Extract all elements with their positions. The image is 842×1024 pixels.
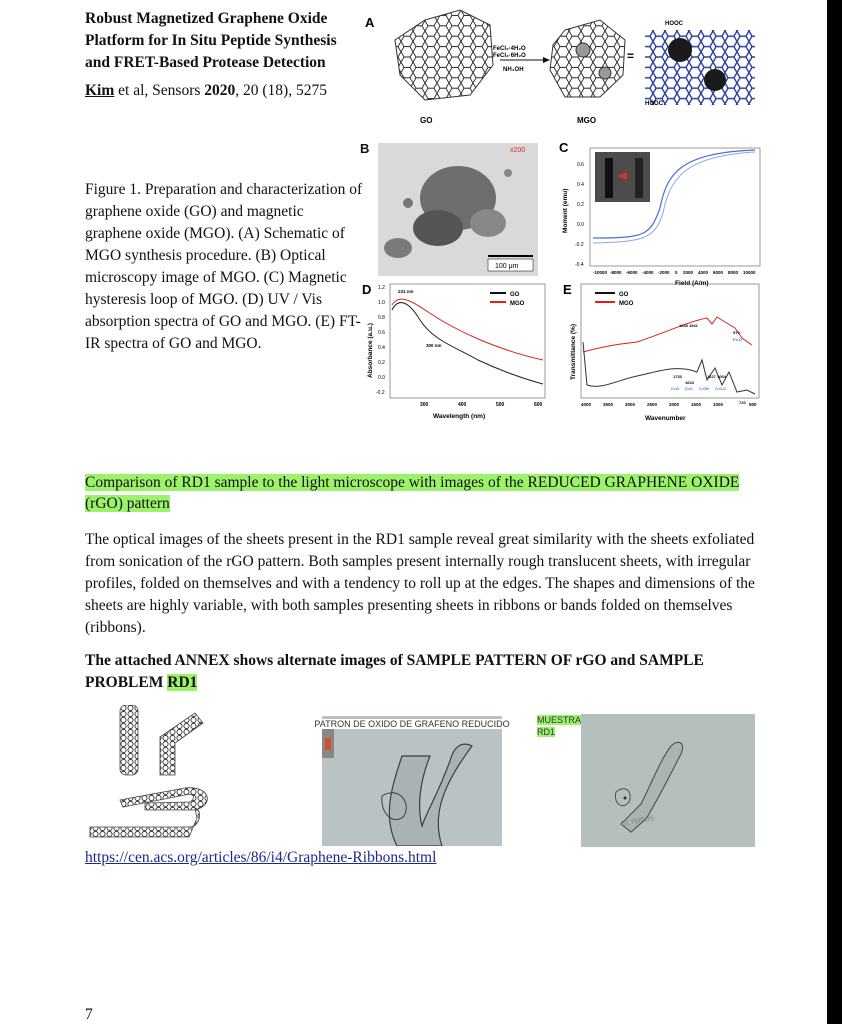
bond-coc: C-O-C <box>715 387 726 391</box>
graphene-ribbons-illustration <box>85 705 300 845</box>
d-xtick: 500 <box>496 402 505 408</box>
ribbon-folded <box>90 808 200 837</box>
citation-author: Kim <box>85 82 115 99</box>
panel-d-xlabel: Wavelength (nm) <box>433 413 486 420</box>
e-legend-mgo: MGO <box>619 301 634 307</box>
annot-231: 231 nm <box>398 289 414 294</box>
peak-1227: 1227 1064 <box>707 374 726 379</box>
d-legend-mgo: MGO <box>510 301 525 307</box>
e-xtick: 2000 <box>669 402 680 407</box>
peak-1624: 1624 <box>685 380 694 385</box>
mgo-sheet <box>550 20 625 97</box>
c-xtick: -6000 <box>626 270 638 275</box>
ribbon-straight <box>120 705 138 775</box>
reference-title: Robust Magnetized Graphene Oxide Platform for In Situ Peptide Synthesis and FRET-Based Protease Detection <box>85 10 337 71</box>
peak-1733: 1733 <box>673 374 682 379</box>
go-uv-curve <box>392 303 543 384</box>
c-xtick: -10000 <box>593 270 608 275</box>
c-xtick: -4000 <box>642 270 654 275</box>
citation <box>85 82 327 100</box>
panel-d-uvvis <box>358 280 553 425</box>
bond-cc: C=C <box>685 387 693 391</box>
label-go: GO <box>420 116 433 125</box>
panel-e-ylabel: Transmittance (%) <box>570 324 577 380</box>
reagent-2: FeCl₃·6H₂O <box>493 53 526 59</box>
peak-1643: 1643 1541 <box>679 323 698 328</box>
d-legend-go: GO <box>510 292 520 298</box>
panel-b-micrograph <box>378 143 538 276</box>
zoom-label: x200 <box>510 147 526 154</box>
reagent-1: FeCl₂·4H₂O <box>493 46 526 52</box>
peak-570: 570 <box>733 330 740 335</box>
d-ytick: 0.6 <box>378 330 385 336</box>
panel-c-letter: C <box>559 140 569 155</box>
mgo-ir-curve <box>583 317 752 352</box>
rgo-ribbon-shape <box>322 716 502 846</box>
bond-coh: C-OH <box>699 387 709 391</box>
d-ytick: -0.2 <box>376 390 385 396</box>
c-ytick: 0.2 <box>577 202 584 208</box>
ribbon-curled <box>120 788 207 810</box>
e-legend-go: GO <box>619 292 629 298</box>
mgo-zoom-sheet <box>645 30 755 105</box>
d-ytick: 0.8 <box>378 315 385 321</box>
c-xtick: -2000 <box>658 270 670 275</box>
d-xtick: 400 <box>458 402 467 408</box>
citation-journal: , Sensors <box>144 82 205 99</box>
c-xtick: 6000 <box>713 270 724 275</box>
page-number: 7 <box>85 1006 93 1023</box>
rd1-ribbon-shape <box>581 714 755 847</box>
c-ytick: -0.2 <box>575 242 584 248</box>
panel-c-xlabel: Field (A/m) <box>675 280 709 287</box>
hooc-1: HOOC <box>665 21 683 27</box>
panel-e-xlabel: Wavenumber <box>645 415 686 422</box>
scale-bar-label: 100 μm <box>495 263 519 270</box>
go-sheet <box>395 10 493 100</box>
panel-a-schematic <box>365 5 760 130</box>
annex-highlight: RD1 <box>167 674 198 691</box>
c-ytick: 0.0 <box>577 222 584 228</box>
annex-statement <box>85 650 765 694</box>
sample-label-2: RD1 <box>537 727 556 737</box>
annot-300: 300 nm <box>426 343 442 348</box>
c-ytick: 0.4 <box>577 182 584 188</box>
d-ytick: 1.0 <box>378 300 385 306</box>
c-ytick: 0.6 <box>577 162 584 168</box>
c-xtick: -8000 <box>610 270 622 275</box>
c-xtick: 8000 <box>728 270 739 275</box>
e-xtick: 500 <box>749 402 757 407</box>
panel-e-ftir <box>557 280 765 425</box>
c-xtick: 4000 <box>698 270 709 275</box>
figure-caption: Figure 1. Preparation and characterization of graphene oxide (GO) and magnetic graphene oxide (MGO). (A) Schematic of MGO synthesis procedure. (B) Optical microscopy image of MGO. (C) Magnetic hysteresis loop of MGO. (D) UV / Vis absorption spectra of GO and MGO. (E) FT- IR spectra of GO and MGO. <box>85 181 363 352</box>
section-heading-text: Comparison of RD1 sample to the light microscope with images of the REDUCED GRAPHENE OXIDE (rGO) pattern <box>85 474 740 512</box>
annex-text: The attached ANNEX shows alternate images of SAMPLE PATTERN OF rGO and SAMPLE PROBLEM <box>85 652 704 691</box>
reagent-3: NH₄OH <box>503 67 524 73</box>
c-xtick: 2000 <box>683 270 694 275</box>
e-xtick: 2500 <box>647 402 658 407</box>
citation-etal: et al <box>114 82 145 99</box>
bond-co: C=O <box>671 387 679 391</box>
hooc-2: HOOC <box>645 101 663 107</box>
go-ir-curve <box>583 342 755 394</box>
e-xtick: 1000 <box>713 402 724 407</box>
panel-b-letter: B <box>360 141 370 156</box>
rgo-pattern-label: PATRON DE OXIDO DE GRAFENO REDUCIDO <box>312 719 512 729</box>
d-ytick: 1.2 <box>378 285 385 291</box>
d-ytick: 0.2 <box>378 360 385 366</box>
olympus-watermark: OLYMPUS <box>620 815 656 828</box>
d-ytick: 0.4 <box>378 345 385 351</box>
svg-text:=: = <box>627 49 635 63</box>
sample-label-1: MUESTRA <box>537 715 582 725</box>
e-xtick: 3500 <box>603 402 614 407</box>
e-xtick: 1500 <box>691 402 702 407</box>
d-xtick: 600 <box>534 402 543 408</box>
e-xtick: 3000 <box>625 402 636 407</box>
body-paragraph: The optical images of the sheets present in the RD1 sample reveal great similarity with the sheets exfoliated from sonication of the rGO pattern. Both samples present internally rough translucent sheets, with irregular profiles, folded on themselves and with a tendency to roll up at the edges. The shapes and dimensions of the sheets are highly variable, with both samples presenting sheets in ribbons or bands folded on themselves (ribbons). <box>85 531 755 636</box>
peak-feo: Fe-O <box>733 337 743 342</box>
label-mgo: MGO <box>577 116 597 125</box>
panel-c-ylabel: Moment (emu) <box>562 188 569 233</box>
panel-e-letter: E <box>563 282 572 297</box>
rgo-pattern-micrograph <box>314 716 510 846</box>
panel-a-letter: A <box>365 15 375 30</box>
panel-c-hysteresis <box>555 138 765 288</box>
rd1-sample-micrograph <box>581 714 755 847</box>
peak-720: 720 <box>739 400 746 405</box>
graphene-ribbons-link[interactable]: https://cen.acs.org/articles/86/i4/Graphene-Ribbons.html <box>85 849 437 866</box>
d-xtick: 300 <box>420 402 429 408</box>
citation-year: 2020 <box>204 82 236 99</box>
section-heading <box>85 472 745 514</box>
ribbon-bent <box>160 713 203 775</box>
c-xtick: 10000 <box>743 270 756 275</box>
c-xtick: 0 <box>675 270 678 275</box>
mgo-uv-curve <box>392 299 543 360</box>
d-ytick: 0.0 <box>378 375 385 381</box>
panel-d-ylabel: Absorbance (a.u.) <box>367 323 374 378</box>
panel-d-letter: D <box>362 282 372 297</box>
sample-label <box>537 714 581 738</box>
c-ytick: -0.4 <box>575 262 584 268</box>
e-xtick: 4000 <box>581 402 592 407</box>
citation-volume: , 20 (18), 5275 <box>235 82 327 99</box>
